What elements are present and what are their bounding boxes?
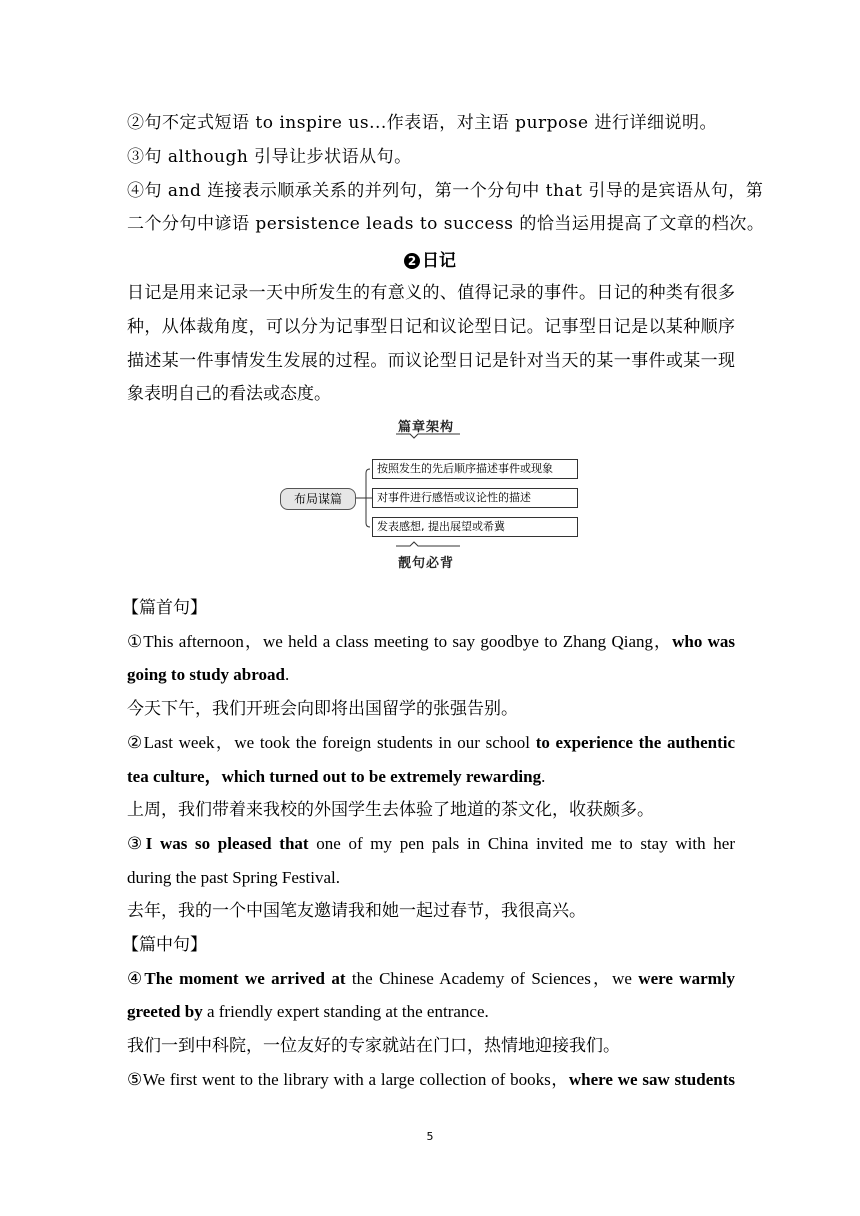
section-title-text: 日记 bbox=[422, 251, 456, 271]
sentence-1-end: . bbox=[284, 665, 290, 684]
sentence-1-cn: 今天下午，我们开班会向即将出国留学的张强告别。 bbox=[127, 699, 518, 718]
sentence-4-text: the Chinese Academy of Sciences，we bbox=[345, 969, 639, 988]
sentence-2-line-1 bbox=[127, 732, 735, 754]
sentence-2-bold-2: tea culture，which turned out to be extremely rewarding bbox=[127, 767, 542, 786]
heading-middle: 【篇中句】 bbox=[122, 935, 207, 954]
section-number-badge: 2 bbox=[404, 253, 420, 269]
sentence-2-cn: 上周，我们带着来我校的外国学生去体验了地道的茶文化，收获颇多。 bbox=[127, 800, 654, 819]
sentence-3-text: one of my pen pals in China invited me to stay with her bbox=[308, 834, 735, 853]
note-2: ②句不定式短语 to inspire us...作表语，对主语 purpose 进行详细说明。 bbox=[127, 113, 717, 133]
sentence-4-bold-2: were warmly bbox=[638, 969, 735, 988]
sentence-1-line-1 bbox=[127, 631, 735, 653]
diagram-top-label: 篇章架构 bbox=[398, 420, 455, 435]
sentence-4-line-1 bbox=[127, 968, 735, 990]
sentence-3-line-2: during the past Spring Festival. bbox=[127, 868, 340, 887]
heading-opening: 【篇首句】 bbox=[122, 598, 207, 617]
sentence-3-bold: I was so pleased that bbox=[145, 834, 309, 853]
structure-diagram bbox=[278, 414, 582, 574]
sentence-5-text: ⑤We first went to the library with a large collection of books， bbox=[127, 1070, 569, 1089]
sentence-4-end: a friendly expert standing at the entrance. bbox=[202, 1002, 489, 1021]
page-number: 5 bbox=[426, 1130, 434, 1143]
sentence-2-end: . bbox=[541, 767, 546, 786]
diagram-branch-2: 对事件进行感悟或议论性的描述 bbox=[372, 488, 578, 508]
note-3: ③句 although 引导让步状语从句。 bbox=[127, 147, 412, 167]
sentence-4-number: ④ bbox=[127, 969, 145, 988]
sentence-1-line-2 bbox=[127, 664, 735, 686]
sentence-1-text: ①This afternoon，we held a class meeting to say goodbye to Zhang Qiang， bbox=[127, 632, 673, 651]
diagram-branch-3: 发表感想, 提出展望或希冀 bbox=[372, 517, 578, 537]
sentence-4-line-2 bbox=[127, 1001, 735, 1023]
section-title bbox=[0, 246, 860, 271]
intro-line-4: 象表明自己的看法或态度。 bbox=[127, 384, 331, 403]
intro-line-2: 种，从体裁角度，可以分为记事型日记和议论型日记。记事型日记是以某种顺序 bbox=[127, 317, 735, 336]
sentence-2-text: ②Last week，we took the foreign students in our school bbox=[127, 733, 536, 752]
sentence-5-line-1 bbox=[127, 1069, 735, 1091]
intro-line-3: 描述某一件事情发生发展的过程。而议论型日记是针对当天的某一事件或某一现 bbox=[127, 351, 735, 370]
sentence-3-number: ③ bbox=[127, 834, 146, 853]
note-4-line-1: ④句 and 连接表示顺承关系的并列句，第一个分句中 that 引导的是宾语从句，第 bbox=[127, 181, 764, 201]
sentence-4-bold: The moment we arrived at bbox=[144, 969, 346, 988]
note-4-line-2: 二个分句中谚语 persistence leads to success 的恰当运用提高了文章的档次。 bbox=[127, 214, 765, 234]
diagram-branch-1: 按照发生的先后顺序描述事件或现象 bbox=[372, 459, 578, 479]
sentence-3-cn: 去年，我的一个中国笔友邀请我和她一起过春节，我很高兴。 bbox=[127, 901, 586, 920]
diagram-root: 布局谋篇 bbox=[280, 488, 356, 510]
intro-line-1: 日记是用来记录一天中所发生的有意义的、值得记录的事件。日记的种类有很多 bbox=[127, 283, 735, 302]
sentence-2-bold: to experience the authentic bbox=[535, 733, 735, 752]
sentence-1-bold-2: going to study abroad bbox=[127, 665, 285, 684]
sentence-3-line-1 bbox=[127, 833, 735, 855]
sentence-5-bold: where we saw students bbox=[568, 1070, 735, 1089]
diagram-bottom-label: 靓句必背 bbox=[398, 556, 455, 571]
sentence-4-bold-3: greeted by bbox=[127, 1002, 203, 1021]
sentence-4-cn: 我们一到中科院，一位友好的专家就站在门口，热情地迎接我们。 bbox=[127, 1036, 620, 1055]
sentence-1-bold: who was bbox=[672, 632, 736, 651]
sentence-2-line-2 bbox=[127, 766, 735, 788]
